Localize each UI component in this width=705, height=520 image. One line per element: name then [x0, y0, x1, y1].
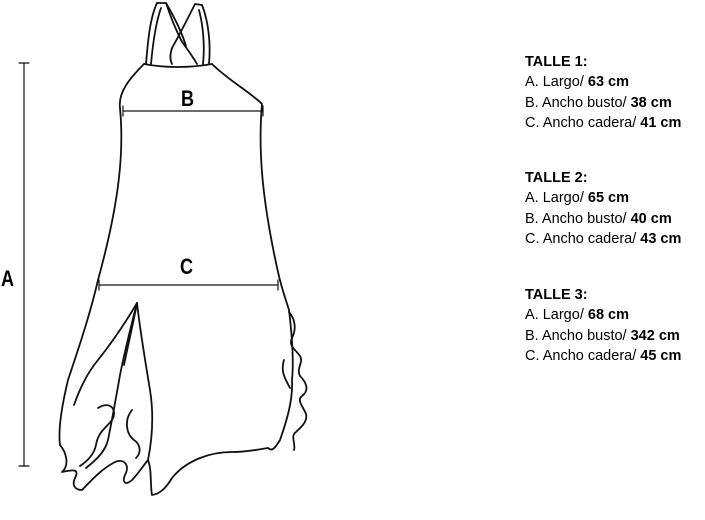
dress-hem — [60, 445, 268, 495]
size-row-largo: A. Largo/ 68 cm — [525, 307, 629, 323]
dress-outline — [59, 64, 144, 445]
size-row-busto: B. Ancho busto/ 38 cm — [525, 94, 672, 111]
dimension-a-label: A — [1, 266, 15, 291]
dimension-c-label: C — [180, 254, 194, 279]
size-title: TALLE 1: — [525, 54, 588, 70]
dress-drape — [86, 303, 137, 468]
size-row-busto: B. Ancho busto/ 342 cm — [525, 327, 680, 344]
dress-straps — [146, 3, 210, 64]
size-row-cadera: C. Ancho cadera/ 41 cm — [525, 115, 682, 131]
size-block-3 — [525, 285, 705, 367]
dress-neckline — [144, 64, 212, 67]
size-row-largo: A. Largo/ 63 cm — [525, 74, 629, 90]
dimension-a — [19, 63, 29, 466]
dimension-c — [99, 280, 278, 290]
size-block-2 — [525, 168, 705, 250]
size-title: TALLE 2: — [525, 170, 588, 186]
size-title: TALLE 3: — [525, 287, 588, 303]
size-block-1 — [525, 52, 705, 134]
dimension-b-label: B — [181, 86, 195, 111]
size-row-busto: B. Ancho busto/ 40 cm — [525, 210, 672, 227]
size-row-cadera: C. Ancho cadera/ 45 cm — [525, 348, 682, 364]
size-row-largo: A. Largo/ 65 cm — [525, 190, 629, 206]
size-row-cadera: C. Ancho cadera/ 43 cm — [525, 231, 682, 247]
